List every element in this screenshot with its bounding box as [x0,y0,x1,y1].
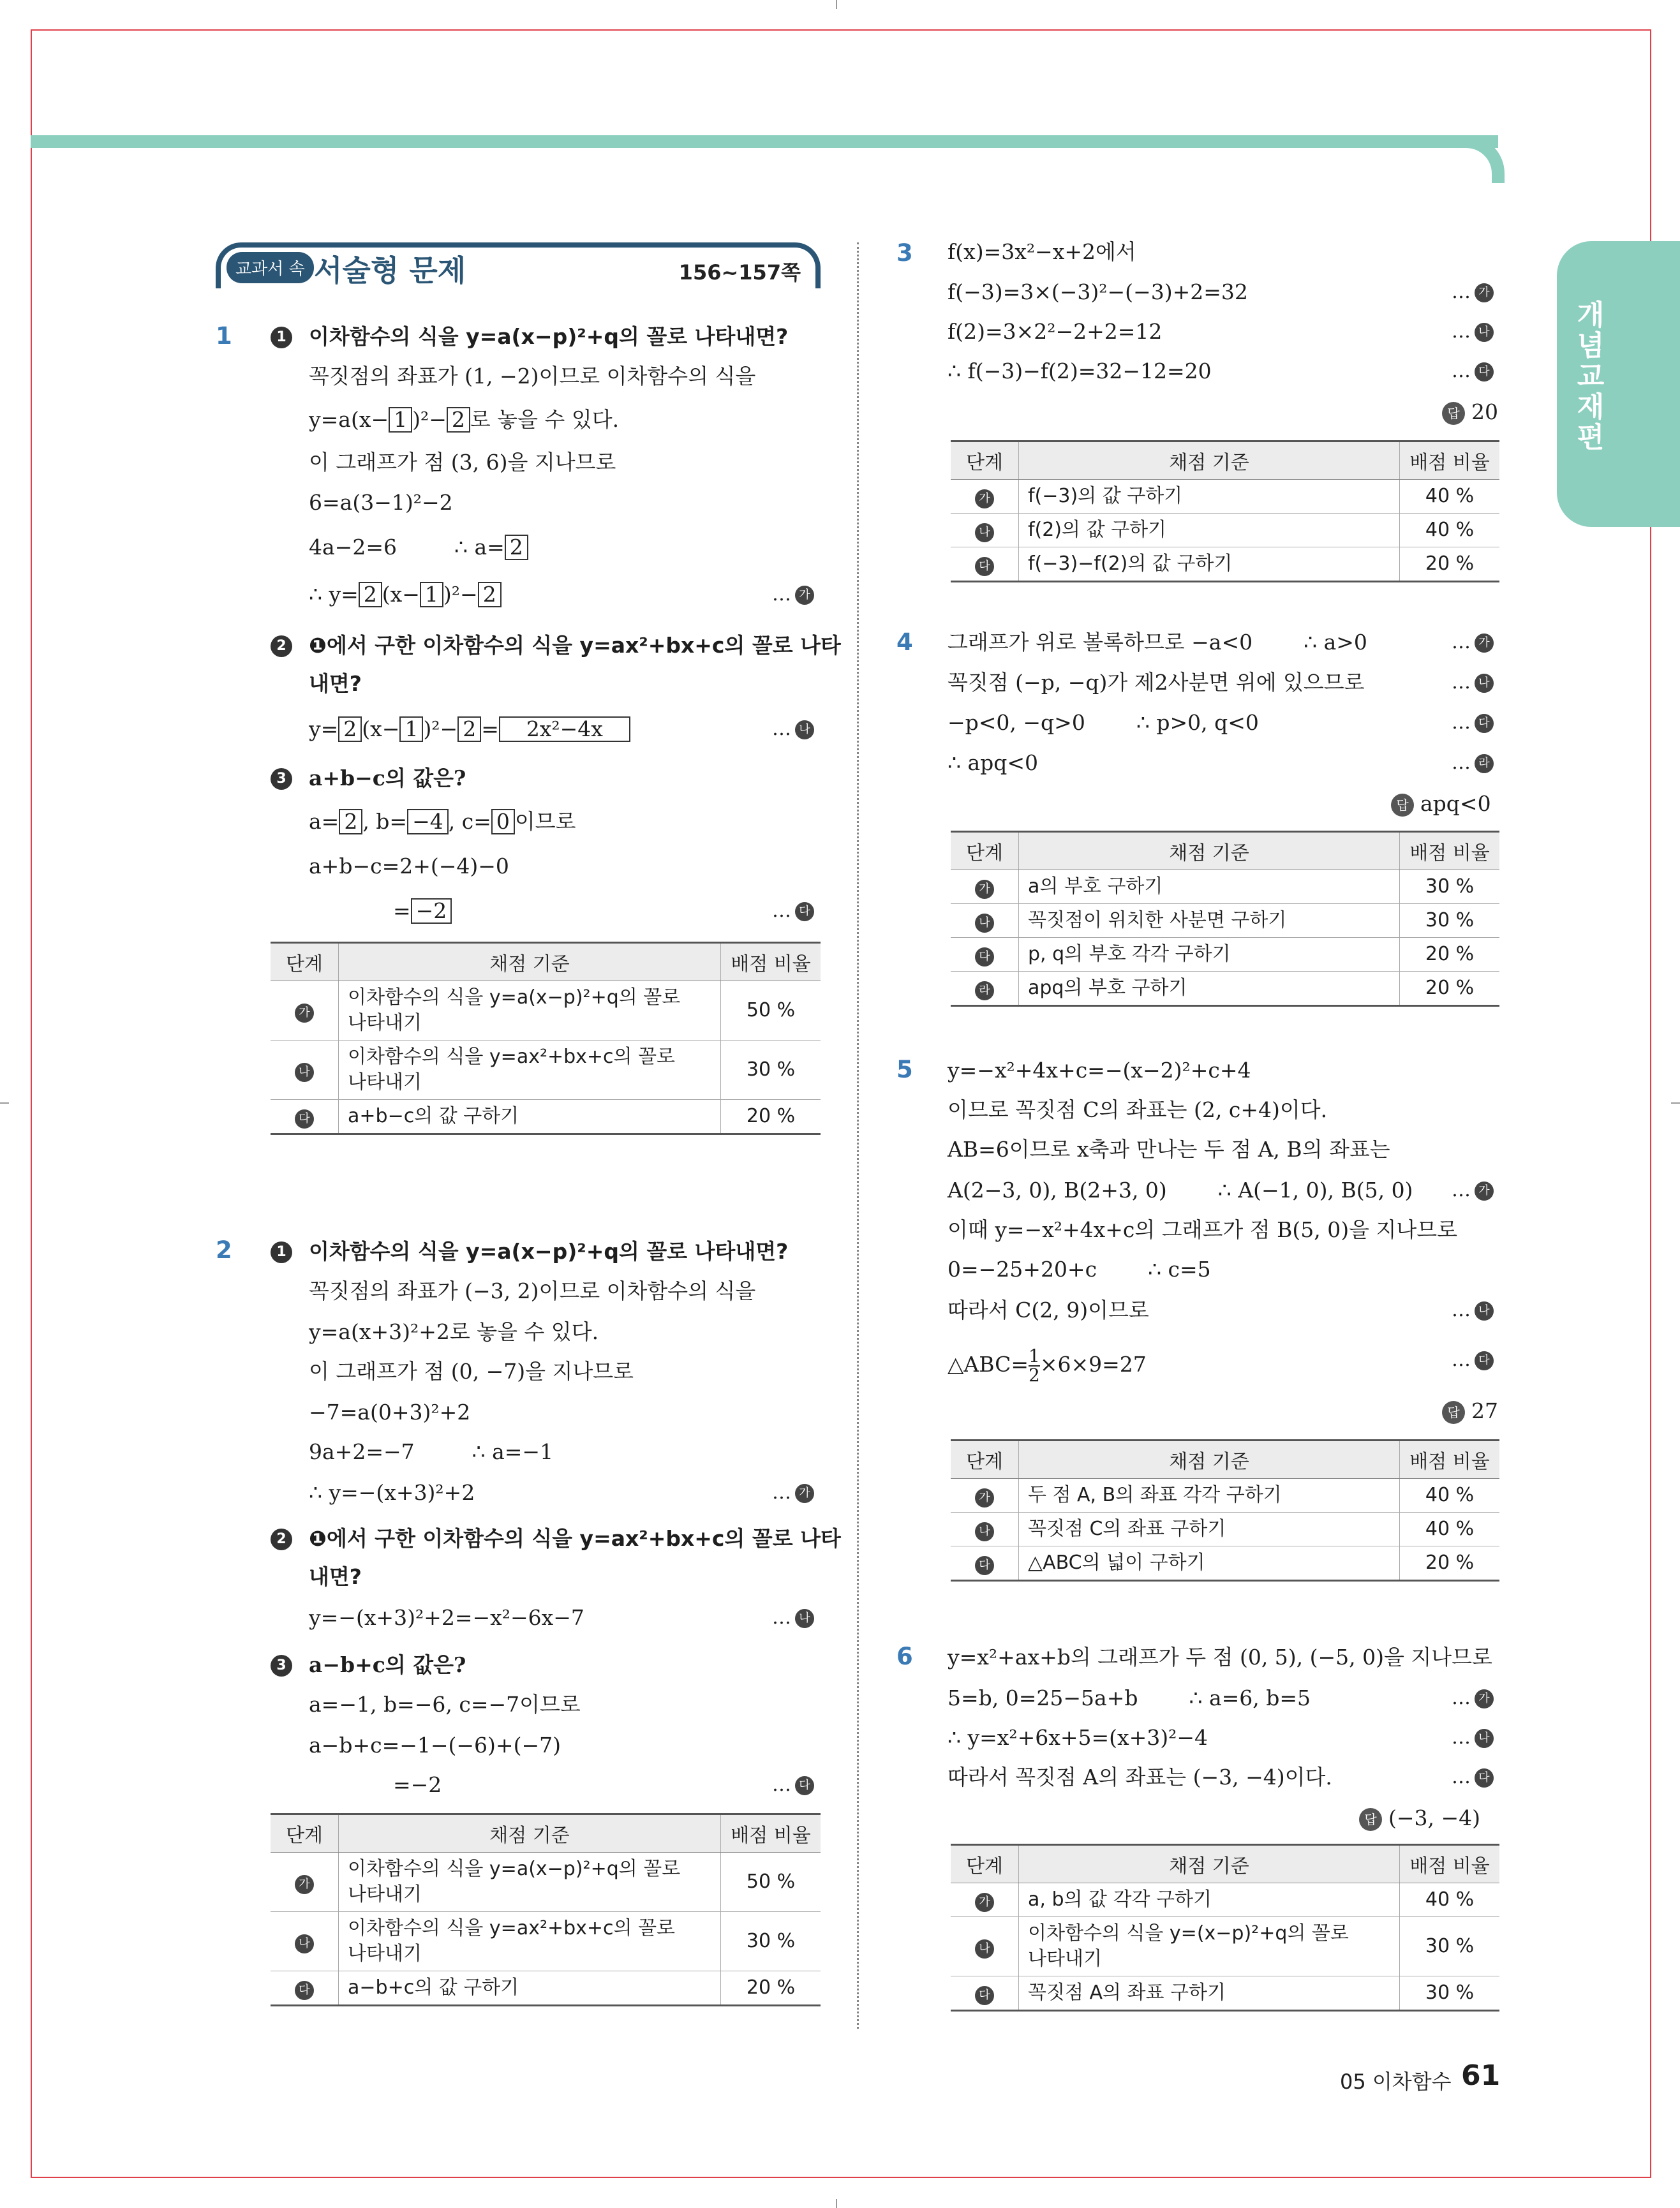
solution-line: 이므로 꼭짓점 C의 좌표는 (2, c+4)이다. [948,1097,1328,1122]
answer-box: 1 [420,582,443,607]
step-3-marker: 3 [271,768,292,790]
expr: ∴ y= [309,582,359,607]
answer-box: −2 [411,898,452,924]
ellipsis: … [772,583,791,605]
expr: ×6×9=27 [1039,1352,1147,1377]
table-row [271,1912,821,1971]
side-tab-text: 개념교재편 [1572,300,1604,453]
ellipsis: … [1452,671,1471,693]
ellipsis: … [772,900,791,922]
ratio-cell: 20 % [1400,1546,1500,1581]
expr: , b= [362,809,408,834]
expr: y= [309,716,339,741]
solution-line: a=−1, b=−6, c=−7이므로 [309,1692,581,1717]
ratio-cell: 40 % [1400,1479,1500,1513]
solution-line [948,1686,1311,1711]
criteria-text: 나타내기 [1028,1948,1102,1970]
step-1-marker: 1 [271,1241,292,1263]
grading-table [271,942,821,1135]
solution-line [309,809,576,834]
step-mark [1452,1178,1494,1203]
step-badge: 가 [975,880,994,899]
expr: A(2−3, 0), B(2+3, 0) [948,1178,1167,1203]
grading-table [951,1439,1499,1582]
grading-table [951,1844,1499,2012]
solution-line [309,582,502,607]
mark-ga: 가 [1475,1182,1494,1201]
step-badge: 다 [975,947,994,967]
ratio-cell: 40 % [1400,1513,1500,1546]
expr: ∴ a=−1 [472,1439,554,1464]
col-criteria: 채점 기준 [1019,441,1400,480]
col-criteria: 채점 기준 [1019,832,1400,870]
answer-box: 1 [389,407,412,433]
criteria-text: 나타내기 [348,1012,422,1034]
ellipsis: … [1452,1726,1471,1749]
expr: (x− [382,582,420,607]
col-ratio: 배점 비율 [1400,441,1500,480]
crop-mark [1671,1102,1680,1104]
expr: −p<0, −q>0 [948,710,1085,735]
solution-line: 6=a(3−1)²−2 [309,490,453,515]
table-row [951,1546,1499,1581]
problem-number: 3 [896,239,913,267]
answer-box: 2 [338,716,362,742]
solution-line: f(2)=3×2²−2+2=12 [948,319,1163,344]
col-ratio: 배점 비율 [721,943,821,981]
solution-line: ∴ f(−3)−f(2)=32−12=20 [948,359,1212,383]
mark-ga: 가 [1475,634,1494,653]
criteria-text: 이차함수의 식을 y=(x−p)²+q의 꼴로 [1028,1922,1349,1945]
expr: a= [309,809,339,834]
col-ratio: 배점 비율 [721,1814,821,1853]
expr: ∴ p>0, q<0 [1136,710,1259,735]
step-title: a+b−c의 값은? [309,766,466,790]
problem-number: 4 [896,628,913,656]
criteria-text: 두 점 A, B의 좌표 각각 구하기 [1019,1479,1400,1513]
criteria-text: 이차함수의 식을 y=a(x−p)²+q의 꼴로 [348,986,681,1009]
answer-value: 27 [1471,1398,1498,1423]
mark-na: 나 [795,1609,814,1628]
ellipsis: … [772,1481,791,1504]
step-mark [1452,1298,1494,1323]
fraction [1029,1347,1040,1384]
criteria-text: f(−3)의 값 구하기 [1019,480,1400,514]
answer-box: 2 [457,716,481,742]
mark-da: 다 [795,902,814,921]
solution-line [948,630,1367,655]
mark-da: 다 [1475,714,1494,733]
expr: 0=−25+20+c [948,1257,1097,1282]
table-row [951,1917,1499,1976]
step-badge: 가 [295,1004,314,1023]
mark-na: 나 [1475,323,1494,342]
solution-line: y=x²+ax+b의 그래프가 두 점 (0, 5), (−5, 0)을 지나므로 [948,1645,1492,1670]
step-mark [1452,670,1494,695]
table-row [951,938,1499,972]
answer-icon: 답 [1391,794,1414,817]
answer-box: 1 [399,716,423,742]
step-badge: 가 [975,489,994,508]
criteria-text: p, q의 부호 각각 구하기 [1019,938,1400,972]
step-badge: 가 [975,1893,994,1912]
solution-line [948,710,1259,736]
ellipsis: … [772,718,791,740]
answer-icon: 답 [1442,402,1465,425]
ratio-cell: 20 % [721,1971,821,2006]
step-mark [1452,1347,1494,1373]
ratio-cell: 50 % [721,981,821,1041]
solution-line: 꼭짓점의 좌표가 (−3, 2)이므로 이차함수의 식을 [309,1278,756,1303]
criteria-text: a의 부호 구하기 [1019,870,1400,904]
step-title: a−b+c의 값은? [309,1652,466,1677]
criteria-text: f(2)의 값 구하기 [1019,514,1400,547]
col-step: 단계 [951,832,1019,870]
step-badge: 다 [975,1986,994,2005]
step-title: 이차함수의 식을 y=a(x−p)²+q의 꼴로 나타내면? [309,1239,789,1264]
solution-line: y=a(x+3)²+2로 놓을 수 있다. [309,1319,599,1344]
expr: )²− [443,582,478,607]
col-ratio: 배점 비율 [1400,1441,1500,1479]
step-mark [772,898,814,924]
criteria-text: a−b+c의 값 구하기 [339,1971,721,2006]
crop-mark [0,1102,9,1104]
answer-box: 2x²−4x [499,716,630,742]
ratio-cell: 30 % [1400,870,1500,904]
section-title: 서술형 문제 [314,253,466,288]
ellipsis: … [1452,1299,1471,1321]
answer-box: 2 [505,535,528,560]
step-mark [772,1772,814,1798]
expr: 이므로 [514,809,576,834]
table-row [271,1100,821,1134]
col-criteria: 채점 기준 [1019,1441,1400,1479]
ellipsis: … [772,1606,791,1629]
answer-line [1359,1805,1480,1831]
mark-ga: 가 [1475,1689,1494,1708]
mark-da: 다 [795,1776,814,1795]
table-row [951,1883,1499,1917]
problem-number: 1 [216,322,232,350]
step-badge: 나 [975,1939,994,1959]
table-row [951,904,1499,938]
table-row [951,1976,1499,2011]
solution-line [309,535,528,560]
mark-na: 나 [1475,1301,1494,1321]
step-3-marker: 3 [271,1655,292,1677]
solution-line: 이 그래프가 점 (3, 6)을 지나므로 [309,450,616,475]
table-row [271,981,821,1041]
step-mark [1452,750,1494,776]
answer-icon: 답 [1442,1401,1465,1424]
fraction-num: 1 [1028,1345,1040,1367]
solution-line: 따라서 꼭짓점 A의 좌표는 (−3, −4)이다. [948,1765,1332,1789]
step-title: 내면? [309,1564,362,1589]
solution-line: a−b+c=−1−(−6)+(−7) [309,1733,561,1758]
page-number: 61 [1461,2059,1501,2092]
expr: ∴ c=5 [1148,1257,1211,1282]
ellipsis: … [1452,1349,1471,1371]
mark-na: 나 [1475,674,1494,693]
step-badge: 가 [975,1488,994,1508]
step-badge: 다 [975,1556,994,1575]
col-criteria: 채점 기준 [339,1814,721,1853]
solution-line: 꼭짓점 (−p, −q)가 제2사분면 위에 있으므로 [948,670,1365,695]
page-range: 156~157쪽 [678,260,801,285]
criteria-text: apq의 부호 구하기 [1019,972,1400,1006]
ratio-cell: 30 % [1400,1976,1500,2011]
step-mark [1452,319,1494,345]
ellipsis: … [1452,281,1471,303]
expr: (x− [362,716,400,741]
step-badge: 나 [295,1934,314,1953]
crop-mark [836,0,837,9]
expr: = [393,898,411,923]
expr: 그래프가 위로 볼록하므로 −a<0 [948,630,1253,655]
ratio-cell: 20 % [1400,547,1500,582]
step-mark [1452,1686,1494,1711]
criteria-text: △ABC의 넓이 구하기 [1019,1546,1400,1581]
grading-table [951,440,1499,582]
ratio-cell: 40 % [1400,480,1500,514]
step-mark [1452,359,1494,384]
criteria-text: 꼭짓점 A의 좌표 구하기 [1019,1976,1400,2011]
criteria-text: a, b의 값 각각 구하기 [1019,1883,1400,1917]
table-row [951,514,1499,547]
step-title: ❶에서 구한 이차함수의 식을 y=ax²+bx+c의 꼴로 나타 [309,1526,841,1551]
fraction-den: 2 [1028,1365,1040,1386]
grading-table [951,831,1499,1007]
criteria-text: 이차함수의 식을 y=a(x−p)²+q의 꼴로 [348,1858,681,1880]
criteria-text: 꼭짓점 C의 좌표 구하기 [1019,1513,1400,1546]
ratio-cell: 30 % [1400,1917,1500,1976]
criteria-text: 꼭짓점이 위치한 사분면 구하기 [1019,904,1400,938]
solution-line: y=−x²+4x+c=−(x−2)²+c+4 [948,1058,1251,1083]
solution-line [393,898,452,924]
crop-mark [836,2199,837,2208]
answer-value: apq<0 [1420,791,1491,816]
answer-value: 20 [1471,399,1498,424]
table-row [951,972,1499,1006]
ellipsis: … [1452,711,1471,734]
table-row [951,480,1499,514]
step-2-marker: 2 [271,1529,292,1550]
chapter-label: 05 이차함수 [1340,2070,1452,2094]
expr: )²− [412,407,447,432]
header-bar [31,135,1498,148]
header-badge: 교과서 속 [227,252,314,283]
solution-line: 이때 y=−x²+4x+c의 그래프가 점 B(5, 0)을 지나므로 [948,1217,1458,1242]
ellipsis: … [1452,360,1471,382]
table-row [951,870,1499,904]
step-badge: 라 [975,981,994,1000]
expr: 4a−2=6 [309,535,397,559]
step-mark [1452,630,1494,655]
problem-number: 5 [896,1056,913,1083]
solution-line: 꼭짓점의 좌표가 (1, −2)이므로 이차함수의 식을 [309,364,756,389]
table-row [951,1513,1499,1546]
expr: = [481,716,499,741]
col-step: 단계 [271,943,339,981]
criteria-text: 나타내기 [348,1943,422,1965]
solution-line: y=−(x+3)²+2=−x²−6x−7 [309,1605,584,1630]
solution-line [309,407,619,433]
ellipsis: … [1452,752,1471,774]
step-mark [772,582,814,607]
criteria-text: a+b−c의 값 구하기 [339,1100,721,1134]
expr: 9a+2=−7 [309,1439,415,1464]
answer-box: 2 [359,582,382,607]
solution-line: −7=a(0+3)²+2 [309,1400,471,1425]
solution-line: ∴ y=−(x+3)²+2 [309,1480,475,1505]
expr: ∴ a=6, b=5 [1189,1686,1311,1710]
step-mark [772,1605,814,1631]
step-2-marker: 2 [271,635,292,657]
mark-ga: 가 [795,586,814,605]
step-mark [1452,1725,1494,1751]
step-badge: 나 [975,523,994,542]
answer-line [1391,791,1491,817]
solution-line: 따라서 C(2, 9)이므로 [948,1298,1149,1323]
step-badge: 가 [295,1875,314,1894]
criteria-text: 이차함수의 식을 y=ax²+bx+c의 꼴로 [348,1046,676,1068]
step-mark [772,1480,814,1506]
step-badge: 다 [295,1109,314,1129]
solution-line [309,716,630,742]
criteria-text: 이차함수의 식을 y=ax²+bx+c의 꼴로 [348,1917,676,1939]
table-row [271,1971,821,2006]
ellipsis: … [1452,1687,1471,1709]
step-title: ❶에서 구한 이차함수의 식을 y=ax²+bx+c의 꼴로 나타 [309,633,841,658]
answer-box: 2 [478,582,502,607]
answer-box: 0 [491,809,515,834]
expr: 로 놓을 수 있다. [470,407,620,432]
mark-ga: 가 [795,1484,814,1503]
step-badge: 나 [975,1522,994,1541]
column-divider [857,242,859,2029]
mark-ga: 가 [1475,283,1494,302]
answer-line [1442,1398,1498,1424]
solution-line [948,1347,1147,1384]
solution-line: a+b−c=2+(−4)−0 [309,854,509,878]
mark-da: 다 [1475,1768,1494,1788]
step-mark [1452,1765,1494,1790]
solution-line: f(−3)=3×(−3)²−(−3)+2=32 [948,279,1248,304]
mark-da: 다 [1475,1351,1494,1370]
ratio-cell: 20 % [1400,938,1500,972]
table-row [951,1479,1499,1513]
ratio-cell: 30 % [721,1041,821,1100]
ratio-cell: 20 % [1400,972,1500,1006]
answer-box: −4 [407,809,449,834]
col-criteria: 채점 기준 [339,943,721,981]
expr: y=a(x− [309,407,389,432]
solution-line: 이 그래프가 점 (0, −7)을 지나므로 [309,1359,634,1384]
expr: , c= [448,809,491,834]
table-row [271,1041,821,1100]
ellipsis: … [1452,1766,1471,1788]
ratio-cell: 30 % [1400,904,1500,938]
col-ratio: 배점 비율 [1400,832,1500,870]
step-1-marker: 1 [271,327,292,348]
solution-line [948,1178,1413,1203]
criteria-text: 나타내기 [348,1883,422,1906]
grading-table [271,1813,821,2006]
col-step: 단계 [951,1441,1019,1479]
col-step: 단계 [951,441,1019,480]
answer-box: 2 [447,407,470,433]
criteria-text: f(−3)−f(2)의 값 구하기 [1019,547,1400,582]
side-tab-label [1568,300,1607,462]
answer-box: 2 [339,809,362,834]
ratio-cell: 20 % [721,1100,821,1134]
ellipsis: … [1452,1179,1471,1201]
col-ratio: 배점 비율 [1400,1845,1500,1883]
step-badge: 나 [975,914,994,933]
step-mark [1452,279,1494,305]
problem-number: 6 [896,1643,913,1670]
ratio-cell: 40 % [1400,514,1500,547]
step-badge: 다 [975,557,994,576]
step-title: 내면? [309,671,362,696]
step-mark [772,716,814,742]
expr: ∴ A(−1, 0), B(5, 0) [1217,1178,1413,1203]
expr: △ABC= [948,1352,1029,1377]
answer-icon: 답 [1359,1808,1382,1831]
solution-line [948,1257,1211,1282]
step-badge: 나 [295,1063,314,1082]
mark-na: 나 [1475,1729,1494,1748]
table-row [271,1853,821,1912]
col-criteria: 채점 기준 [1019,1845,1400,1883]
ratio-cell: 50 % [721,1853,821,1912]
solution-line: ∴ y=x²+6x+5=(x+3)²−4 [948,1725,1208,1750]
criteria-text: 나타내기 [348,1071,422,1093]
ratio-cell: 40 % [1400,1883,1500,1917]
ellipsis: … [1452,320,1471,343]
mark-na: 나 [795,720,814,739]
solution-line: AB=6이므로 x축과 만나는 두 점 A, B의 좌표는 [948,1137,1390,1162]
solution-line: f(x)=3x²−x+2에서 [948,239,1136,264]
expr: ∴ a>0 [1304,630,1367,655]
mark-da: 다 [1475,362,1494,382]
expr: ∴ a= [454,535,505,559]
ratio-cell: 30 % [721,1912,821,1971]
step-title: 이차함수의 식을 y=a(x−p)²+q의 꼴로 나타내면? [309,324,789,349]
answer-line [1442,399,1498,425]
expr: 5=b, 0=25−5a+b [948,1686,1138,1710]
answer-value: (−3, −4) [1388,1805,1481,1830]
col-step: 단계 [271,1814,339,1853]
solution-line: =−2 [393,1772,442,1797]
mark-ra: 라 [1475,754,1494,773]
solution-line: ∴ apq<0 [948,750,1039,775]
problem-number: 2 [216,1236,232,1264]
ellipsis: … [772,1774,791,1796]
expr: )²− [423,716,458,741]
solution-line [309,1439,553,1465]
step-mark [1452,710,1494,736]
step-badge: 다 [295,1981,314,2000]
table-row [951,547,1499,582]
col-step: 단계 [951,1845,1019,1883]
ellipsis: … [1452,631,1471,653]
